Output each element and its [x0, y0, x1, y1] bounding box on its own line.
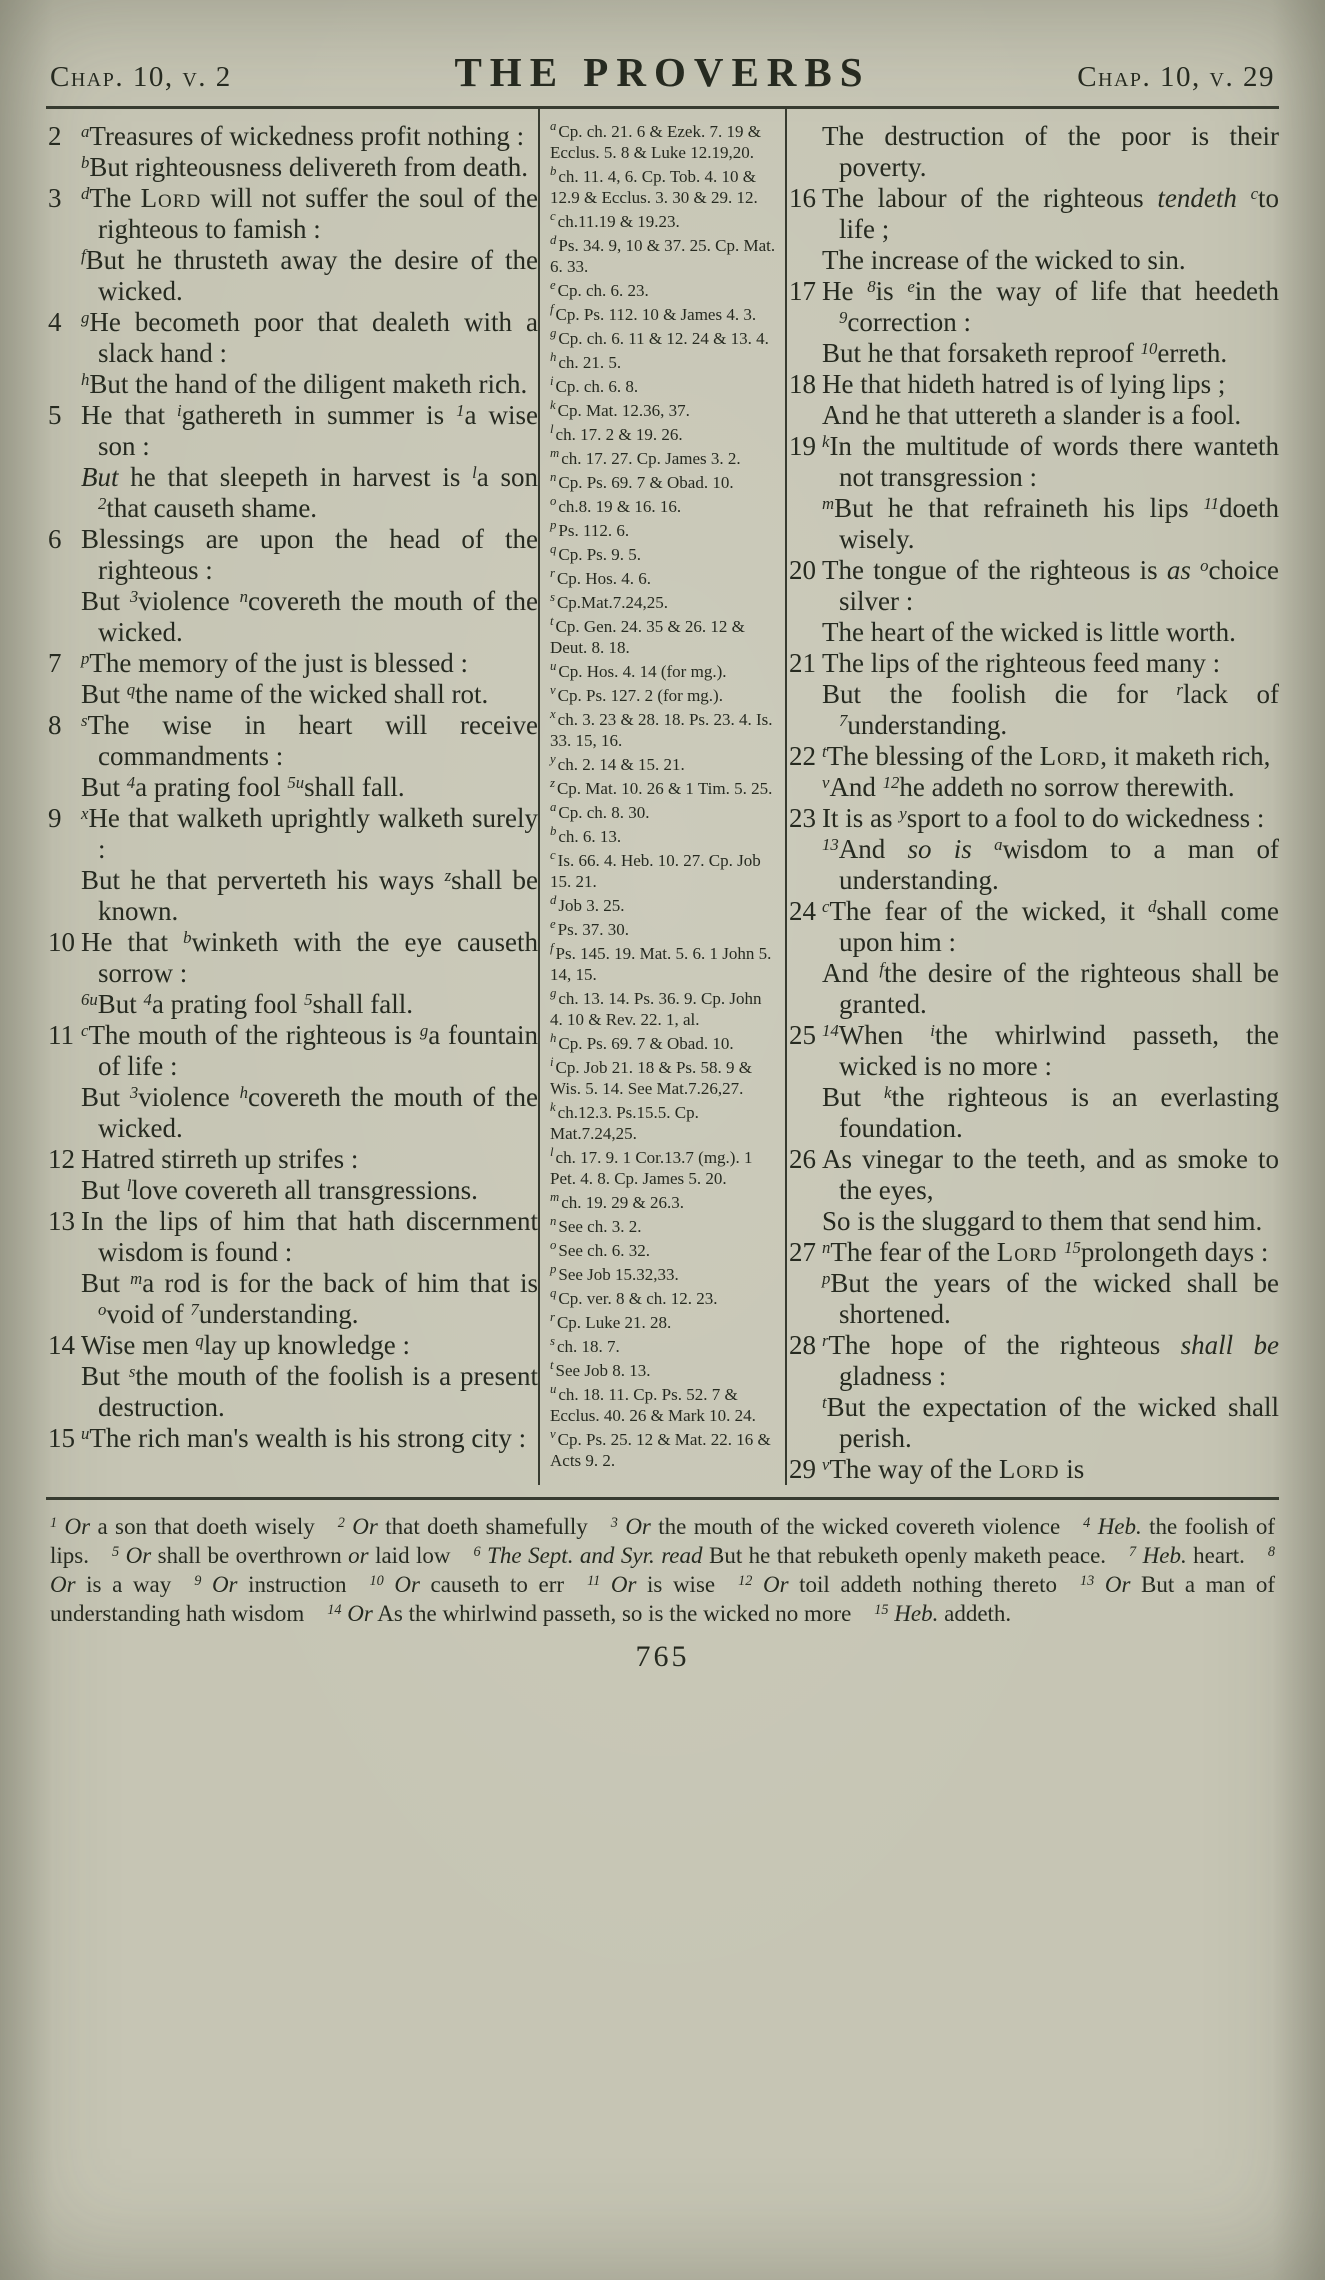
verse-paragraph — [787, 1020, 1279, 1082]
verse-number: 22 — [789, 741, 816, 771]
cross-reference — [550, 1312, 777, 1333]
running-head-right: Chap. 10, v. 29 — [1077, 61, 1275, 93]
verse-text: $^m$But he that refraineth his lips $^{11}$doeth wisely. — [822, 493, 1279, 554]
verse-text: In the lips of him that hath discernment wisdom is found : — [81, 1206, 538, 1267]
reference-letter: e — [550, 917, 556, 932]
verse-text: But $^3$violence $^n$covereth the mouth of the wicked. — [81, 586, 538, 647]
cross-reference — [550, 1264, 777, 1285]
cross-reference — [550, 1057, 777, 1099]
verse-number: 4 — [48, 307, 62, 337]
page-header — [46, 40, 1279, 106]
reference-letter: b — [550, 164, 557, 179]
verse-text: $^p$But the years of the wicked shall be shortened. — [822, 1268, 1279, 1329]
reference-text: Ps. 145. 19. Mat. 5. 6. 1 John 5. 14, 15. — [550, 944, 772, 984]
verse-text: But he that forsaketh reproof $^{10}$erreth. — [822, 338, 1228, 368]
reference-letter: q — [550, 542, 557, 557]
verse-paragraph — [787, 431, 1279, 493]
verse-paragraph — [46, 400, 538, 462]
verse-paragraph — [787, 803, 1279, 834]
cross-reference — [550, 121, 777, 163]
footnote-number: 8 — [1267, 1544, 1276, 1561]
verse-paragraph — [46, 1361, 538, 1423]
verse-paragraph — [46, 152, 538, 183]
cross-reference — [550, 211, 777, 232]
reference-letter: k — [550, 1100, 556, 1115]
verse-paragraph — [787, 772, 1279, 803]
verse-text: $^h$But the hand of the diligent maketh rich. — [81, 369, 528, 399]
verse-paragraph — [787, 1144, 1279, 1206]
cross-reference — [550, 280, 777, 301]
reference-letter: g — [550, 986, 557, 1001]
verse-text: $^c$The fear of the wicked, it $^d$shall come upon him : — [822, 896, 1280, 957]
cross-reference — [550, 568, 777, 589]
verse-paragraph — [787, 1392, 1279, 1454]
reference-text: Ps. 34. 9, 10 & 37. 25. Cp. Mat. 6. 33. — [550, 236, 776, 276]
reference-letter: s — [550, 1334, 555, 1349]
reference-text: ch. 11. 4, 6. Cp. Tob. 4. 10 & 12.9 & Ecclus. 3. 30 & 29. 12. — [550, 167, 758, 207]
reference-text: ch. 18. 7. — [556, 1337, 620, 1356]
verse-text: $^x$He that walketh uprightly walketh surely : — [81, 803, 538, 864]
reference-text: Cp. ver. 8 & ch. 12. 23. — [558, 1289, 718, 1308]
verse-text: But $^k$the righteous is an everlasting foundation. — [822, 1082, 1280, 1143]
cross-reference — [550, 1147, 777, 1189]
verse-number: 18 — [789, 369, 816, 399]
verse-text: $^u$The rich man's wealth is his strong city : — [81, 1423, 527, 1453]
cross-reference — [550, 661, 777, 682]
verse-text: $^k$In the multitude of words there wanteth not transgression : — [822, 431, 1279, 492]
cross-reference — [550, 472, 777, 493]
reference-text: Cp. Luke 21. 28. — [556, 1313, 672, 1332]
reference-letter: q — [550, 1286, 557, 1301]
verse-text: $^{14}$When $^i$the whirlwind passeth, the wicked is no more : — [822, 1020, 1279, 1081]
reference-letter: l — [550, 1145, 554, 1160]
cross-reference — [550, 778, 777, 799]
reference-text: Cp. Hos. 4. 6. — [556, 569, 651, 588]
verse-text: $^f$But he thrusteth away the desire of the wicked. — [81, 245, 538, 306]
reference-letter: o — [550, 1238, 557, 1253]
cross-reference — [550, 709, 777, 751]
verse-paragraph — [46, 1423, 538, 1454]
verse-number: 2 — [48, 121, 62, 151]
verse-number: 6 — [48, 524, 62, 554]
cross-reference — [550, 1336, 777, 1357]
cross-reference — [550, 685, 777, 706]
reference-letter: y — [550, 752, 556, 767]
verse-paragraph — [787, 648, 1279, 679]
reference-text: Cp. ch. 8. 30. — [558, 803, 650, 822]
verse-paragraph — [46, 1206, 538, 1268]
footnote-number: 9 — [194, 1573, 202, 1590]
verse-number: 9 — [48, 803, 62, 833]
verse-text: So is the sluggard to them that send him. — [822, 1206, 1263, 1236]
verse-paragraph — [787, 741, 1279, 772]
verse-paragraph — [46, 927, 538, 989]
verse-paragraph — [787, 555, 1279, 617]
reference-text: Cp. Job 21. 18 & Ps. 58. 9 & Wis. 5. 14. See Mat.7.26,27. — [550, 1058, 753, 1098]
verse-number: 14 — [48, 1330, 75, 1360]
reference-letter: f — [550, 941, 554, 956]
verse-text: $^{13}$And so is $^a$wisdom to a man of understanding. — [822, 834, 1280, 895]
reference-letter: h — [550, 350, 557, 365]
left-verse-column — [46, 109, 538, 1485]
reference-letter: h — [550, 1031, 557, 1046]
reference-text: See ch. 3. 2. — [558, 1217, 642, 1236]
cross-reference — [550, 376, 777, 397]
verse-number: 19 — [789, 431, 816, 461]
reference-text: ch. 17. 27. Cp. James 3. 2. — [561, 449, 741, 468]
cross-reference — [550, 988, 777, 1030]
verse-number: 15 — [48, 1423, 75, 1453]
cross-reference — [550, 1216, 777, 1237]
reference-letter: c — [550, 209, 556, 224]
verse-text: $^c$The mouth of the righteous is $^g$a fountain of life : — [81, 1020, 538, 1081]
cross-reference — [550, 802, 777, 823]
cross-reference — [550, 400, 777, 421]
verse-text: $^t$But the expectation of the wicked shall perish. — [822, 1392, 1279, 1453]
footnote-number: 11 — [587, 1573, 601, 1590]
footnote-number: 15 — [874, 1602, 889, 1619]
verse-number: 5 — [48, 400, 62, 430]
verse-paragraph — [46, 1175, 538, 1206]
cross-reference — [550, 850, 777, 892]
verse-paragraph — [46, 586, 538, 648]
verse-text: And $^f$the desire of the righteous shall be granted. — [822, 958, 1279, 1019]
verse-number: 24 — [789, 896, 816, 926]
verse-text: He that $^b$winketh with the eye causeth sorrow : — [81, 927, 538, 988]
verse-paragraph — [46, 772, 538, 803]
reference-text: Ps. 37. 30. — [557, 920, 629, 939]
verse-number: 3 — [48, 183, 62, 213]
reference-text: Cp. ch. 6. 23. — [557, 281, 649, 300]
reference-letter: u — [550, 659, 557, 674]
verse-paragraph — [46, 1144, 538, 1175]
verse-paragraph — [787, 1237, 1279, 1268]
verse-number: 29 — [789, 1454, 816, 1484]
verse-text: The heart of the wicked is little worth. — [822, 617, 1236, 647]
verse-number: 25 — [789, 1020, 816, 1050]
reference-text: Cp.Mat.7.24,25. — [556, 593, 668, 612]
verse-paragraph — [787, 369, 1279, 400]
verse-paragraph — [46, 1020, 538, 1082]
verse-number: 13 — [48, 1206, 75, 1236]
cross-reference — [550, 616, 777, 658]
verse-paragraph — [46, 679, 538, 710]
verse-text: But $^s$the mouth of the foolish is a present destruction. — [81, 1361, 538, 1422]
verse-paragraph — [787, 617, 1279, 648]
verse-text: $^d$The Lord will not suffer the soul of the righteous to famish : — [81, 183, 539, 244]
verse-paragraph — [787, 1082, 1279, 1144]
verse-paragraph — [46, 1082, 538, 1144]
reference-letter: i — [550, 374, 554, 389]
verse-text: $^r$The hope of the righteous shall be gladness : — [822, 1330, 1279, 1391]
reference-text: Job 3. 25. — [558, 896, 625, 915]
cross-reference — [550, 520, 777, 541]
verse-paragraph — [46, 1330, 538, 1361]
verse-paragraph — [46, 369, 538, 400]
verse-text: The lips of the righteous feed many : — [822, 648, 1221, 678]
verse-number: 20 — [789, 555, 816, 585]
verse-text: He $^8$is $^e$in the way of life that heedeth $^9$correction : — [822, 276, 1279, 337]
verse-paragraph — [787, 834, 1279, 896]
verse-number: 10 — [48, 927, 75, 957]
verse-paragraph — [787, 183, 1279, 245]
reference-letter: c — [550, 848, 556, 863]
reference-text: Cp. Mat. 12.36, 37. — [557, 401, 690, 420]
cross-reference — [550, 496, 777, 517]
verse-paragraph — [46, 865, 538, 927]
verse-text: As vinegar to the teeth, and as smoke to the eyes, — [822, 1144, 1279, 1205]
verse-text: But $^q$the name of the wicked shall rot. — [81, 679, 489, 709]
reference-text: Ps. 112. 6. — [558, 521, 630, 540]
cross-reference — [550, 304, 777, 325]
verse-paragraph — [46, 648, 538, 679]
reference-letter: b — [550, 824, 557, 839]
reference-text: Cp. Mat. 10. 26 & 1 Tim. 5. 25. — [556, 779, 773, 798]
reference-text: ch. 17. 9. 1 Cor.13.7 (mg.). 1 Pet. 4. 8. Cp. James 5. 20. — [550, 1148, 753, 1188]
verse-paragraph — [787, 896, 1279, 958]
verse-paragraph — [46, 307, 538, 369]
cross-reference — [550, 919, 777, 940]
verse-paragraph — [46, 245, 538, 307]
verse-text: $^a$Treasures of wickedness profit nothing : — [81, 121, 525, 151]
reference-letter: a — [550, 800, 557, 815]
footnote-number: 1 — [50, 1515, 58, 1532]
verse-text: The destruction of the poor is their poverty. — [822, 121, 1279, 182]
verse-number: 12 — [48, 1144, 75, 1174]
verse-text: Wise men $^q$lay up knowledge : — [81, 1330, 410, 1360]
reference-letter: p — [550, 1262, 557, 1277]
reference-letter: r — [550, 1310, 555, 1325]
reference-letter: n — [550, 470, 557, 485]
reference-letter: g — [550, 326, 557, 341]
reference-letter: p — [550, 518, 557, 533]
verse-paragraph — [46, 803, 538, 865]
reference-text: Cp. Gen. 24. 35 & 26. 12 & Deut. 8. 18. — [550, 617, 745, 657]
verse-paragraph — [787, 400, 1279, 431]
reference-text: ch. 13. 14. Ps. 36. 9. Cp. John 4. 10 & Rev. 22. 1, al. — [550, 989, 762, 1029]
verse-text: $^v$The way of the Lord is — [822, 1454, 1085, 1484]
reference-letter: i — [550, 1055, 554, 1070]
verse-text: But he that sleepeth in harvest is $^l$a son $^2$that causeth shame. — [81, 462, 538, 523]
reference-letter: l — [550, 422, 554, 437]
reference-text: Is. 66. 4. Heb. 10. 27. Cp. Job 15. 21. — [550, 851, 761, 891]
cross-reference — [550, 592, 777, 613]
footnote-number: 7 — [1129, 1544, 1137, 1561]
verse-number: 21 — [789, 648, 816, 678]
cross-reference — [550, 1102, 777, 1144]
cross-reference — [550, 424, 777, 445]
verse-text: Hatred stirreth up strifes : — [81, 1144, 359, 1174]
page-title: THE PROVERBS — [454, 49, 871, 95]
verse-paragraph — [46, 524, 538, 586]
cross-reference — [550, 1192, 777, 1213]
reference-text: ch. 2. 14 & 15. 21. — [557, 755, 685, 774]
cross-reference — [550, 544, 777, 565]
footnote-number: 2 — [337, 1515, 345, 1532]
reference-letter: u — [550, 1382, 557, 1397]
reference-letter: f — [550, 302, 554, 317]
reference-text: ch. 6. 13. — [558, 827, 622, 846]
reference-text: ch.8. 19 & 16. 16. — [558, 497, 682, 516]
reference-text: ch. 21. 5. — [558, 353, 622, 372]
verse-text: $^v$And $^{12}$he addeth no sorrow therewith. — [822, 772, 1235, 802]
verse-paragraph — [787, 1206, 1279, 1237]
reference-letter: e — [550, 278, 556, 293]
verse-paragraph — [787, 679, 1279, 741]
verse-number: 23 — [789, 803, 816, 833]
cross-reference — [550, 826, 777, 847]
reference-text: See ch. 6. 32. — [558, 1241, 650, 1260]
running-head-left: Chap. 10, v. 2 — [50, 61, 232, 93]
footnote-number: 14 — [327, 1602, 342, 1619]
cross-reference — [550, 1288, 777, 1309]
verse-paragraph — [46, 121, 538, 152]
cross-reference — [550, 352, 777, 373]
verse-text: He that $^i$gathereth in summer is $^1$a wise son : — [81, 400, 538, 461]
verse-text: It is as $^y$sport to a fool to do wickedness : — [822, 803, 1265, 833]
verse-number: 8 — [48, 710, 62, 740]
cross-reference — [550, 1240, 777, 1261]
reference-letter: n — [550, 1214, 557, 1229]
reference-text: ch.12.3. Ps.15.5. Cp. Mat.7.24,25. — [550, 1103, 699, 1143]
verse-text: $^t$The blessing of the Lord, it maketh rich, — [822, 741, 1271, 771]
right-verse-column — [787, 109, 1279, 1485]
reference-letter: d — [550, 233, 557, 248]
footnote-number: 4 — [1083, 1515, 1091, 1532]
footnotes: $^1$ Or a son that doeth wisely $^2$ Or that doeth shamefully $^3$ Or the mouth of the wicked covereth violence $^4$ Heb. the foolish of lips. $^5$ Or shall be overthrown or laid low $^6$ The Sept. and Syr. read But he that rebuketh openly maketh peace. $^7$ Heb. heart. $^8$ Or is a way $^9$ Or instruction $^{10}$ Or causeth to err $^{11}$ Or is wise $^{12}$ Or toil addeth nothing thereto $^{13}$ Or But a man of understanding hath wisdom $^{14}$ Or As the whirlwind passeth, so is the wicked no more $^{15}$ Heb. addeth. — [50, 1514, 1276, 1626]
reference-text: Cp. Ps. 69. 7 & Obad. 10. — [558, 1034, 734, 1053]
verse-text: $^n$The fear of the Lord $^{15}$prolongeth days : — [822, 1237, 1269, 1267]
reference-text: ch. 3. 23 & 28. 18. Ps. 23. 4. Is. 33. 15, 16. — [550, 710, 773, 750]
footnote-number: 6 — [473, 1544, 481, 1561]
verse-paragraph — [46, 710, 538, 772]
reference-text: Cp. Ps. 9. 5. — [558, 545, 642, 564]
verse-number: 27 — [789, 1237, 816, 1267]
verse-number: 11 — [48, 1020, 74, 1050]
verse-text: $^{6u}$But $^4$a prating fool $^5$shall fall. — [81, 989, 413, 1019]
cross-reference — [550, 1360, 777, 1381]
cross-reference — [550, 895, 777, 916]
footnote-number: 3 — [610, 1515, 618, 1532]
verse-text: He that hideth hatred is of lying lips ; — [822, 369, 1226, 399]
verse-text: But he that perverteth his ways $^z$shall be known. — [81, 865, 539, 926]
reference-text: ch. 18. 11. Cp. Ps. 52. 7 & Ecclus. 40. 26 & Mark 10. 24. — [550, 1385, 756, 1425]
verse-number: 28 — [789, 1330, 816, 1360]
cross-reference — [550, 1429, 777, 1471]
verse-paragraph — [787, 958, 1279, 1020]
verse-text: Blessings are upon the head of the righteous : — [81, 524, 538, 585]
text-body — [46, 109, 1279, 1485]
reference-text: Cp. Hos. 4. 14 (for mg.). — [558, 662, 727, 681]
reference-letter: t — [550, 1358, 554, 1373]
cross-reference — [550, 943, 777, 985]
verse-number: 7 — [48, 648, 62, 678]
verse-paragraph — [787, 1268, 1279, 1330]
reference-letter: r — [550, 566, 555, 581]
verse-paragraph — [787, 338, 1279, 369]
verse-number: 16 — [789, 183, 816, 213]
page-number: 765 — [635, 1640, 690, 1673]
reference-text: ch. 19. 29 & 26.3. — [561, 1193, 684, 1212]
reference-text: Cp. ch. 21. 6 & Ezek. 7. 19 & Ecclus. 5. 8 & Luke 12.19,20. — [550, 122, 761, 162]
cross-reference — [550, 1384, 777, 1426]
cross-reference — [550, 754, 777, 775]
verse-text: But $^m$a rod is for the back of him that is $^o$void of $^7$understanding. — [81, 1268, 538, 1329]
verse-text: But $^3$violence $^h$covereth the mouth of the wicked. — [81, 1082, 538, 1143]
verse-paragraph — [46, 462, 538, 524]
verse-paragraph — [787, 1330, 1279, 1392]
reference-letter: v — [550, 1427, 556, 1442]
verse-text: And he that uttereth a slander is a fool. — [822, 400, 1242, 430]
reference-letter: d — [550, 893, 557, 908]
reference-letter: o — [550, 494, 557, 509]
cross-reference — [550, 328, 777, 349]
footnote-number: 13 — [1080, 1573, 1095, 1590]
verse-text: $^s$The wise in heart will receive commandments : — [81, 710, 538, 771]
cross-reference — [550, 166, 777, 208]
verse-text: The increase of the wicked to sin. — [822, 245, 1186, 275]
verse-paragraph — [46, 183, 538, 245]
reference-letter: m — [550, 446, 560, 461]
reference-letter: k — [550, 398, 556, 413]
cross-reference — [550, 235, 777, 277]
footnote-number: 5 — [111, 1544, 120, 1561]
reference-letter: x — [550, 707, 556, 722]
reference-text: See Job 8. 13. — [555, 1361, 651, 1380]
verse-text: $^p$The memory of the just is blessed : — [81, 648, 469, 678]
cross-reference — [550, 1033, 777, 1054]
verse-text: But the foolish die for $^r$lack of $^7$understanding. — [822, 679, 1279, 740]
verse-text: $^b$But righteousness delivereth from death. — [81, 152, 529, 182]
cross-reference-column — [538, 109, 787, 1485]
reference-text: ch. 17. 2 & 19. 26. — [555, 425, 683, 444]
verse-text: But $^4$a prating fool $^{5u}$shall fall. — [81, 772, 405, 802]
reference-letter: m — [550, 1190, 560, 1205]
reference-text: See Job 15.32,33. — [558, 1265, 679, 1284]
verse-number: 17 — [789, 276, 816, 306]
reference-letter: s — [550, 590, 555, 605]
verse-paragraph — [787, 1454, 1279, 1485]
verse-text: $^g$He becometh poor that dealeth with a slack hand : — [81, 307, 538, 368]
verse-text: But $^l$love covereth all transgressions. — [81, 1175, 478, 1205]
reference-text: Cp. ch. 6. 8. — [555, 377, 639, 396]
reference-text: Cp. ch. 6. 11 & 12. 24 & 13. 4. — [558, 329, 769, 348]
cross-reference — [550, 448, 777, 469]
footnote-number: 12 — [738, 1573, 753, 1590]
footnote-number: 10 — [369, 1573, 384, 1590]
reference-letter: t — [550, 614, 554, 629]
reference-letter: a — [550, 119, 557, 134]
reference-text: Cp. Ps. 127. 2 (for mg.). — [557, 686, 723, 705]
verse-paragraph — [787, 493, 1279, 555]
reference-letter: v — [550, 683, 556, 698]
verse-number: 26 — [789, 1144, 816, 1174]
reference-text: ch.11.19 & 19.23. — [557, 212, 680, 231]
verse-text: The tongue of the righteous is as $^o$choice silver : — [822, 555, 1279, 616]
verse-paragraph — [787, 121, 1279, 183]
reference-text: Cp. Ps. 25. 12 & Mat. 22. 16 & Acts 9. 2. — [550, 1430, 771, 1470]
reference-text: Cp. Ps. 69. 7 & Obad. 10. — [558, 473, 734, 492]
verse-paragraph — [787, 245, 1279, 276]
reference-text: Cp. Ps. 112. 10 & James 4. 3. — [555, 305, 757, 324]
verse-text: The labour of the righteous tendeth $^c$to life ; — [822, 183, 1280, 244]
verse-paragraph — [46, 989, 538, 1020]
reference-letter: z — [550, 776, 555, 791]
verse-paragraph — [787, 276, 1279, 338]
verse-paragraph — [46, 1268, 538, 1330]
